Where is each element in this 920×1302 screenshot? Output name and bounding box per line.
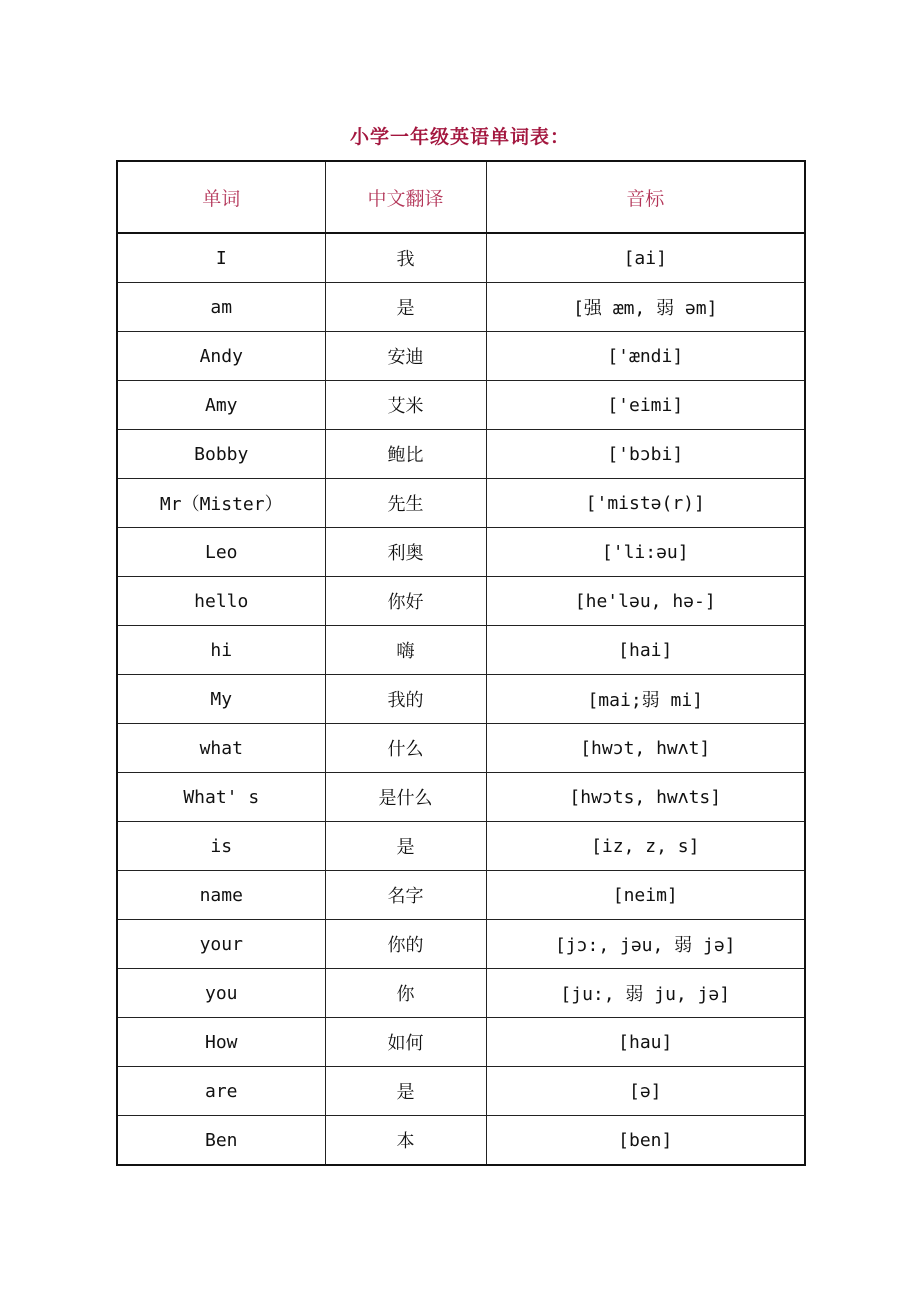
phonetic-cell: [ju:, 弱 ju, jə]: [486, 969, 805, 1018]
word-cell: Bobby: [117, 430, 325, 479]
chinese-cell: 安迪: [325, 332, 486, 381]
table-row: [117, 675, 805, 724]
chinese-cell: 是什么: [325, 773, 486, 822]
phonetic-cell: ['ændi]: [486, 332, 805, 381]
phonetic-cell: [hau]: [486, 1018, 805, 1067]
chinese-cell: 艾米: [325, 381, 486, 430]
word-cell: My: [117, 675, 325, 724]
table-header-row: [117, 161, 805, 233]
table-row: [117, 1116, 805, 1166]
vocabulary-table: [116, 160, 806, 1166]
word-cell: hi: [117, 626, 325, 675]
phonetic-cell: ['eimi]: [486, 381, 805, 430]
word-cell: your: [117, 920, 325, 969]
word-cell: I: [117, 233, 325, 283]
table-row: [117, 430, 805, 479]
table-body: [117, 233, 805, 1165]
table-row: [117, 626, 805, 675]
phonetic-cell: [neim]: [486, 871, 805, 920]
table-row: [117, 1018, 805, 1067]
word-cell: am: [117, 283, 325, 332]
chinese-cell: 我的: [325, 675, 486, 724]
chinese-cell: 是: [325, 822, 486, 871]
table-row: [117, 479, 805, 528]
phonetic-cell: [mai;弱 mi]: [486, 675, 805, 724]
phonetic-cell: [hwɔt, hwʌt]: [486, 724, 805, 773]
word-cell: is: [117, 822, 325, 871]
table-row: [117, 283, 805, 332]
chinese-cell: 我: [325, 233, 486, 283]
word-cell: Ben: [117, 1116, 325, 1166]
word-cell: Andy: [117, 332, 325, 381]
table-row: [117, 577, 805, 626]
table-row: [117, 381, 805, 430]
word-cell: hello: [117, 577, 325, 626]
word-cell: Leo: [117, 528, 325, 577]
table-row: [117, 822, 805, 871]
phonetic-cell: ['bɔbi]: [486, 430, 805, 479]
chinese-cell: 如何: [325, 1018, 486, 1067]
chinese-cell: 是: [325, 1067, 486, 1116]
chinese-cell: 你好: [325, 577, 486, 626]
table-row: [117, 773, 805, 822]
phonetic-cell: [iz, z, s]: [486, 822, 805, 871]
table-row: [117, 920, 805, 969]
phonetic-cell: [he'ləu, hə-]: [486, 577, 805, 626]
chinese-cell: 你: [325, 969, 486, 1018]
phonetic-cell: ['mistə(r)]: [486, 479, 805, 528]
phonetic-cell: [jɔ:, jəu, 弱 jə]: [486, 920, 805, 969]
word-cell: name: [117, 871, 325, 920]
chinese-cell: 本: [325, 1116, 486, 1166]
page-title: 小学一年级英语单词表：: [349, 126, 570, 148]
phonetic-cell: [hai]: [486, 626, 805, 675]
header-phonetic: 音标: [486, 161, 805, 233]
phonetic-cell: ['li:əu]: [486, 528, 805, 577]
table-row: [117, 233, 805, 283]
table-row: [117, 969, 805, 1018]
chinese-cell: 嗨: [325, 626, 486, 675]
chinese-cell: 利奥: [325, 528, 486, 577]
phonetic-cell: [ai]: [486, 233, 805, 283]
chinese-cell: 名字: [325, 871, 486, 920]
word-cell: you: [117, 969, 325, 1018]
table-row: [117, 1067, 805, 1116]
word-cell: what: [117, 724, 325, 773]
header-word: 单词: [117, 161, 325, 233]
word-cell: Amy: [117, 381, 325, 430]
word-cell: What' s: [117, 773, 325, 822]
word-cell: are: [117, 1067, 325, 1116]
chinese-cell: 你的: [325, 920, 486, 969]
table-row: [117, 528, 805, 577]
word-cell: Mr（Mister）: [117, 479, 325, 528]
chinese-cell: 是: [325, 283, 486, 332]
chinese-cell: 先生: [325, 479, 486, 528]
table-row: [117, 724, 805, 773]
phonetic-cell: [hwɔts, hwʌts]: [486, 773, 805, 822]
header-chinese: 中文翻译: [325, 161, 486, 233]
phonetic-cell: [ə]: [486, 1067, 805, 1116]
table-row: [117, 332, 805, 381]
phonetic-cell: [ben]: [486, 1116, 805, 1166]
table-row: [117, 871, 805, 920]
chinese-cell: 什么: [325, 724, 486, 773]
chinese-cell: 鲍比: [325, 430, 486, 479]
word-cell: How: [117, 1018, 325, 1067]
phonetic-cell: [强 æm, 弱 əm]: [486, 283, 805, 332]
